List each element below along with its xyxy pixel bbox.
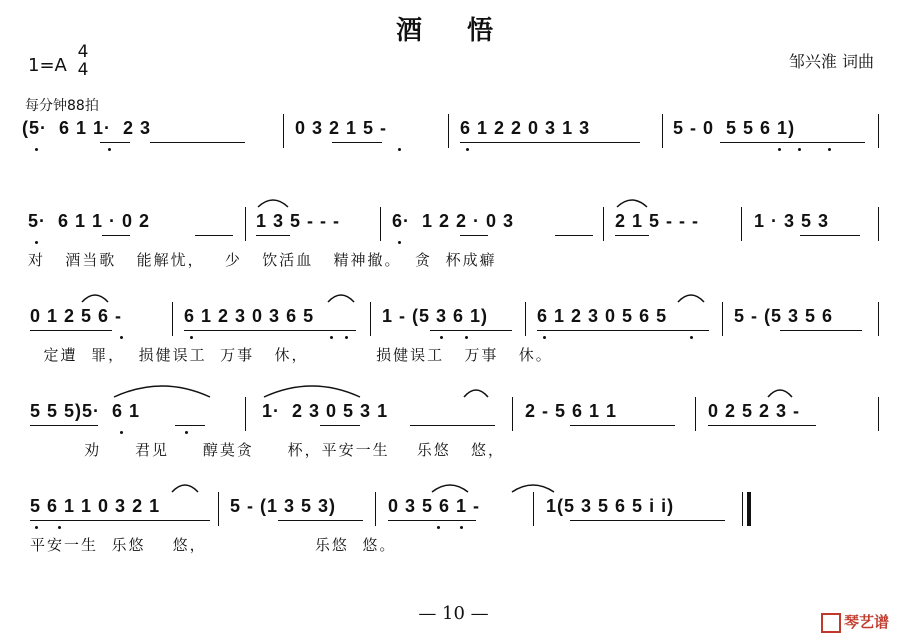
beam (175, 425, 205, 426)
barline (741, 207, 742, 241)
low-octave-dot (190, 336, 193, 339)
measure: 1 3 5 - - - (256, 211, 341, 231)
beam (388, 520, 476, 521)
low-octave-dot (345, 336, 348, 339)
tie (510, 480, 556, 494)
barline (283, 114, 284, 148)
score-row-3 (0, 300, 907, 362)
slur (766, 385, 794, 399)
beam (320, 425, 360, 426)
tempo-marking: 每分钟88拍 (25, 98, 99, 114)
logo-text: 琴艺谱 (843, 613, 889, 631)
low-octave-dot (437, 526, 440, 529)
slur (676, 290, 706, 304)
barline (448, 114, 449, 148)
low-octave-dot (828, 148, 831, 151)
measure: 5 6 1 1 0 3 2 1 (30, 496, 161, 516)
low-octave-dot (35, 526, 38, 529)
barline (370, 302, 371, 336)
low-octave-dot (465, 336, 468, 339)
beam (570, 425, 675, 426)
slur (80, 290, 110, 304)
measure: 1 - (5 3 6 1) (382, 306, 489, 326)
time-signature (76, 44, 90, 80)
barline (218, 492, 219, 526)
beam (555, 235, 593, 236)
slur (112, 381, 212, 399)
beam (460, 142, 640, 143)
logo-icon (821, 613, 841, 633)
low-octave-dot (798, 148, 801, 151)
slur (326, 290, 356, 304)
measure: 1(5 3 5 6 5 i i) (546, 496, 675, 516)
barline (245, 397, 246, 431)
beam (278, 520, 363, 521)
barline (878, 114, 879, 148)
measure: (5· 6 1 1· 2 3 (22, 118, 152, 138)
score-row-1 (0, 112, 907, 174)
beam (460, 235, 488, 236)
beam (780, 330, 862, 331)
barline (525, 302, 526, 336)
beam (30, 520, 210, 521)
credit-line: 邹兴淮 词曲 (788, 52, 874, 71)
low-octave-dot (185, 431, 188, 434)
slur (170, 480, 200, 494)
beam (537, 330, 709, 331)
low-octave-dot (330, 336, 333, 339)
beam (720, 142, 865, 143)
score-row-5 (0, 490, 907, 552)
barline (878, 302, 879, 336)
lyrics-line: 定遭 罪， 损健误工 万事 休， 损健误工 万事 休。 (30, 346, 553, 364)
low-octave-dot (543, 336, 546, 339)
measure: 5 - 0 5 5 6 1) (673, 118, 796, 138)
low-octave-dot (35, 241, 38, 244)
low-octave-dot (398, 241, 401, 244)
time-sig-top: 4 (77, 42, 89, 62)
low-octave-dot (690, 336, 693, 339)
beam (615, 235, 649, 236)
site-logo (821, 611, 889, 633)
barline (245, 207, 246, 241)
beam (800, 235, 860, 236)
score-row-2 (0, 205, 907, 267)
beam (184, 330, 356, 331)
slur (615, 195, 649, 209)
beam (708, 425, 816, 426)
time-sig-bottom: 4 (77, 60, 89, 80)
beam (430, 330, 512, 331)
measure: 5 - (1 3 5 3) (230, 496, 337, 516)
song-title: 酒 悟 (395, 16, 512, 46)
beam (100, 142, 130, 143)
measure: 0 1 2 5 6 - (30, 306, 123, 326)
slur (462, 385, 490, 399)
measure: 2 - 5 6 1 1 (525, 401, 618, 421)
low-octave-dot (778, 148, 781, 151)
measure: 5 - (5 3 5 6 (734, 306, 834, 326)
slur (430, 480, 470, 494)
final-barline-thin (742, 492, 743, 526)
beam (30, 425, 98, 426)
beam (195, 235, 233, 236)
barline (722, 302, 723, 336)
barline (878, 397, 879, 431)
score-row-4 (0, 395, 907, 457)
barline (662, 114, 663, 148)
measure: 6· 1 2 2 · 0 3 (392, 211, 515, 231)
lyrics-line: 对 酒当歌 能解忧， 少 饮活血 精神撤。 贪 杯成癖 (28, 251, 497, 269)
measure: 0 3 5 6 1 - (388, 496, 481, 516)
measure: 0 3 2 1 5 - (295, 118, 388, 138)
measure: 6 1 2 3 0 5 6 5 (537, 306, 668, 326)
slur (256, 195, 290, 209)
low-octave-dot (58, 526, 61, 529)
barline (375, 492, 376, 526)
beam (30, 330, 112, 331)
barline (533, 492, 534, 526)
measure: 6 1 2 2 0 3 1 3 (460, 118, 591, 138)
low-octave-dot (120, 336, 123, 339)
beam (570, 520, 725, 521)
beam (410, 425, 495, 426)
measure: 5· 6 1 1 · 0 2 (28, 211, 151, 231)
barline (380, 207, 381, 241)
page-number: — 10 — (418, 603, 489, 624)
beam (332, 142, 382, 143)
low-octave-dot (398, 148, 401, 151)
low-octave-dot (120, 431, 123, 434)
key-signature: 1=A (28, 55, 67, 76)
low-octave-dot (108, 148, 111, 151)
measure: 6 1 2 3 0 3 6 5 (184, 306, 315, 326)
measure: 5 5 5)5· 6 1 (30, 401, 141, 421)
beam (256, 235, 290, 236)
barline (695, 397, 696, 431)
low-octave-dot (35, 148, 38, 151)
low-octave-dot (466, 148, 469, 151)
beam (102, 235, 130, 236)
measure: 1 · 3 5 3 (754, 211, 830, 231)
measure: 1· 2 3 0 5 3 1 (262, 401, 389, 421)
barline (878, 207, 879, 241)
lyrics-line: 劝 君见 醇莫贪 杯，平安一生 乐悠 悠， (30, 441, 506, 459)
lyrics-line: 平安一生 乐悠 悠， 乐悠 悠。 (30, 536, 397, 554)
barline (172, 302, 173, 336)
final-barline-thick (747, 492, 751, 526)
low-octave-dot (440, 336, 443, 339)
slur (262, 381, 362, 399)
low-octave-dot (460, 526, 463, 529)
beam (150, 142, 245, 143)
barline (512, 397, 513, 431)
measure: 2 1 5 - - - (615, 211, 700, 231)
measure: 0 2 5 2 3 - (708, 401, 801, 421)
barline (603, 207, 604, 241)
